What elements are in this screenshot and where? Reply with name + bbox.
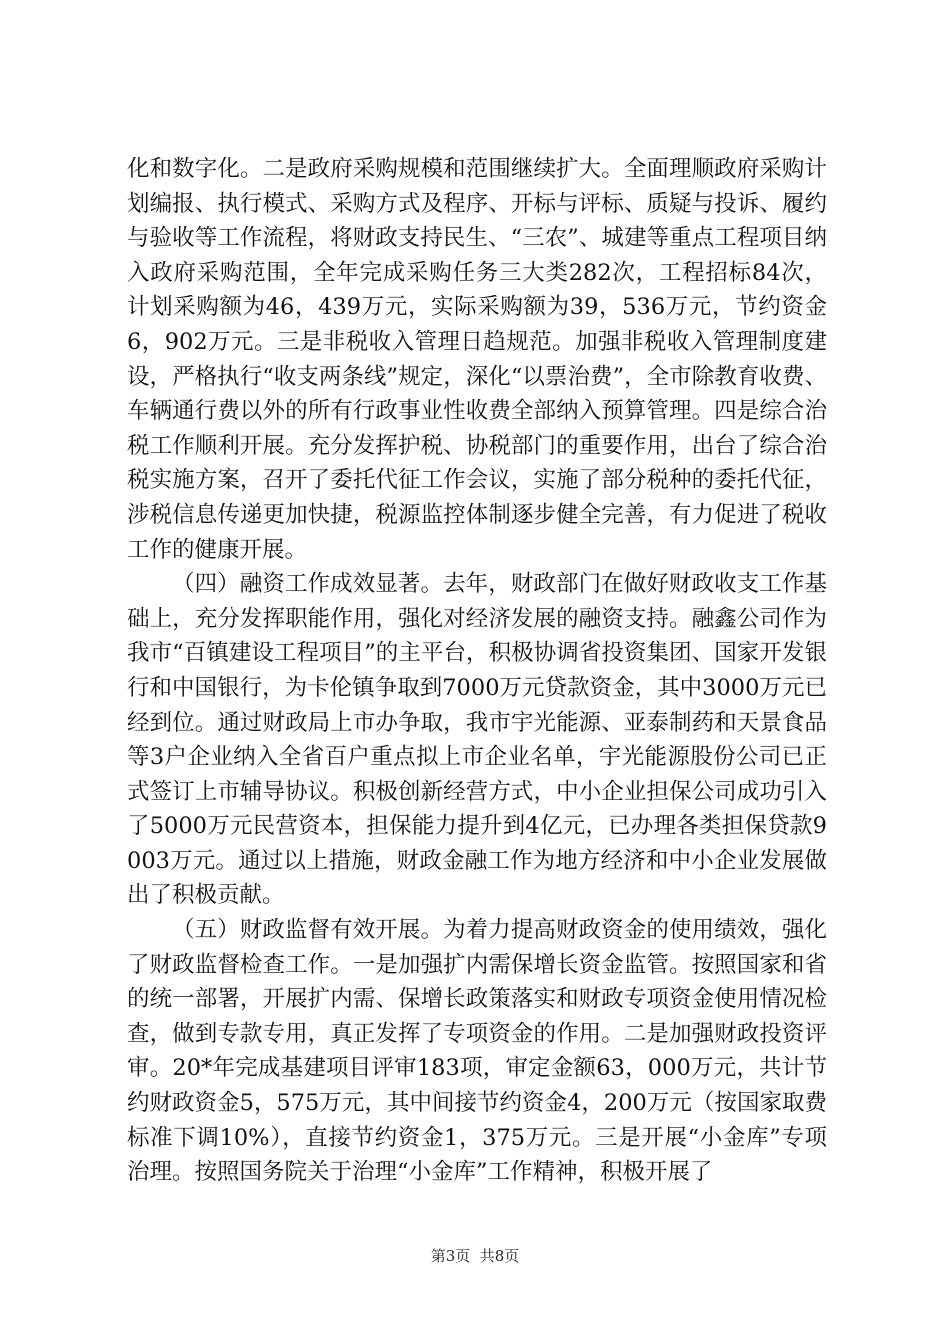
- document-body: [127, 152, 827, 1190]
- paragraph-financing: （四）融资工作成效显著。去年，财政部门在做好财政收支工作基础上，充分发挥职能作用，强化对经济发展的融资支持。融鑫公司作为我市“百镇建设工程项目”的主平台，积极协调省投资集团、国家开发银行和中国银行，为卡伦镇争取到7000万元贷款资金，其中3000万元已经到位。通过财政局上市办争取，我市宇光能源、亚泰制药和天景食品等3户企业纳入全省百户重点拟上市企业名单，宇光能源股份公司已正式签订上市辅导协议。积极创新经营方式，中小企业担保公司成功引入了5000万元民营资本，担保能力提升到4亿元，已办理各类担保贷款9003万元。通过以上措施，财政金融工作为地方经济和中小企业发展做出了积极贡献。: [127, 571, 827, 909]
- paragraph-procurement-and-tax: 化和数字化。二是政府采购规模和范围继续扩大。全面理顺政府采购计划编报、执行模式、采购方式及程序、开标与评标、质疑与投诉、履约与验收等工作流程，将财政支持民生、“三农”、城建等重点工程项目纳入政府采购范围，全年完成采购任务三大类282次，工程招标84次，计划采购额为46，439万元，实际采购额为39，536万元，节约资金6，902万元。三是非税收入管理日趋规范。加强非税收入管理制度建设，严格执行“收支两条线”规定，深化“以票治费”，全市除教育收费、车辆通行费以外的所有行政事业性收费全部纳入预算管理。四是综合治税工作顺利开展。充分发挥护税、协税部门的重要作用，出台了综合治税实施方案，召开了委托代征工作会议，实施了部分税种的委托代征，涉税信息传递更加快捷，税源监控体制逐步健全完善，有力促进了税收工作的健康开展。: [127, 156, 827, 563]
- page-number-footer: 第3页 共8页: [430, 1247, 520, 1265]
- paragraph-supervision: （五）财政监督有效开展。为着力提高财政资金的使用绩效，强化了财政监督检查工作。一是加强扩内需保增长资金监管。按照国家和省的统一部署，开展扩内需、保增长政策落实和财政专项资金使用情况检查，做到专款专用，真正发挥了专项资金的作用。二是加强财政投资评审。20*年完成基建项目评审183项，审定金额63，000万元，共计节约财政资金5，575万元，其中间接节约资金4，200万元（按国家取费标准下调10%），直接节约资金1，375万元。三是开展“小金库”专项治理。按照国务院关于治理“小金库”工作精神，积极开展了: [127, 917, 827, 1186]
